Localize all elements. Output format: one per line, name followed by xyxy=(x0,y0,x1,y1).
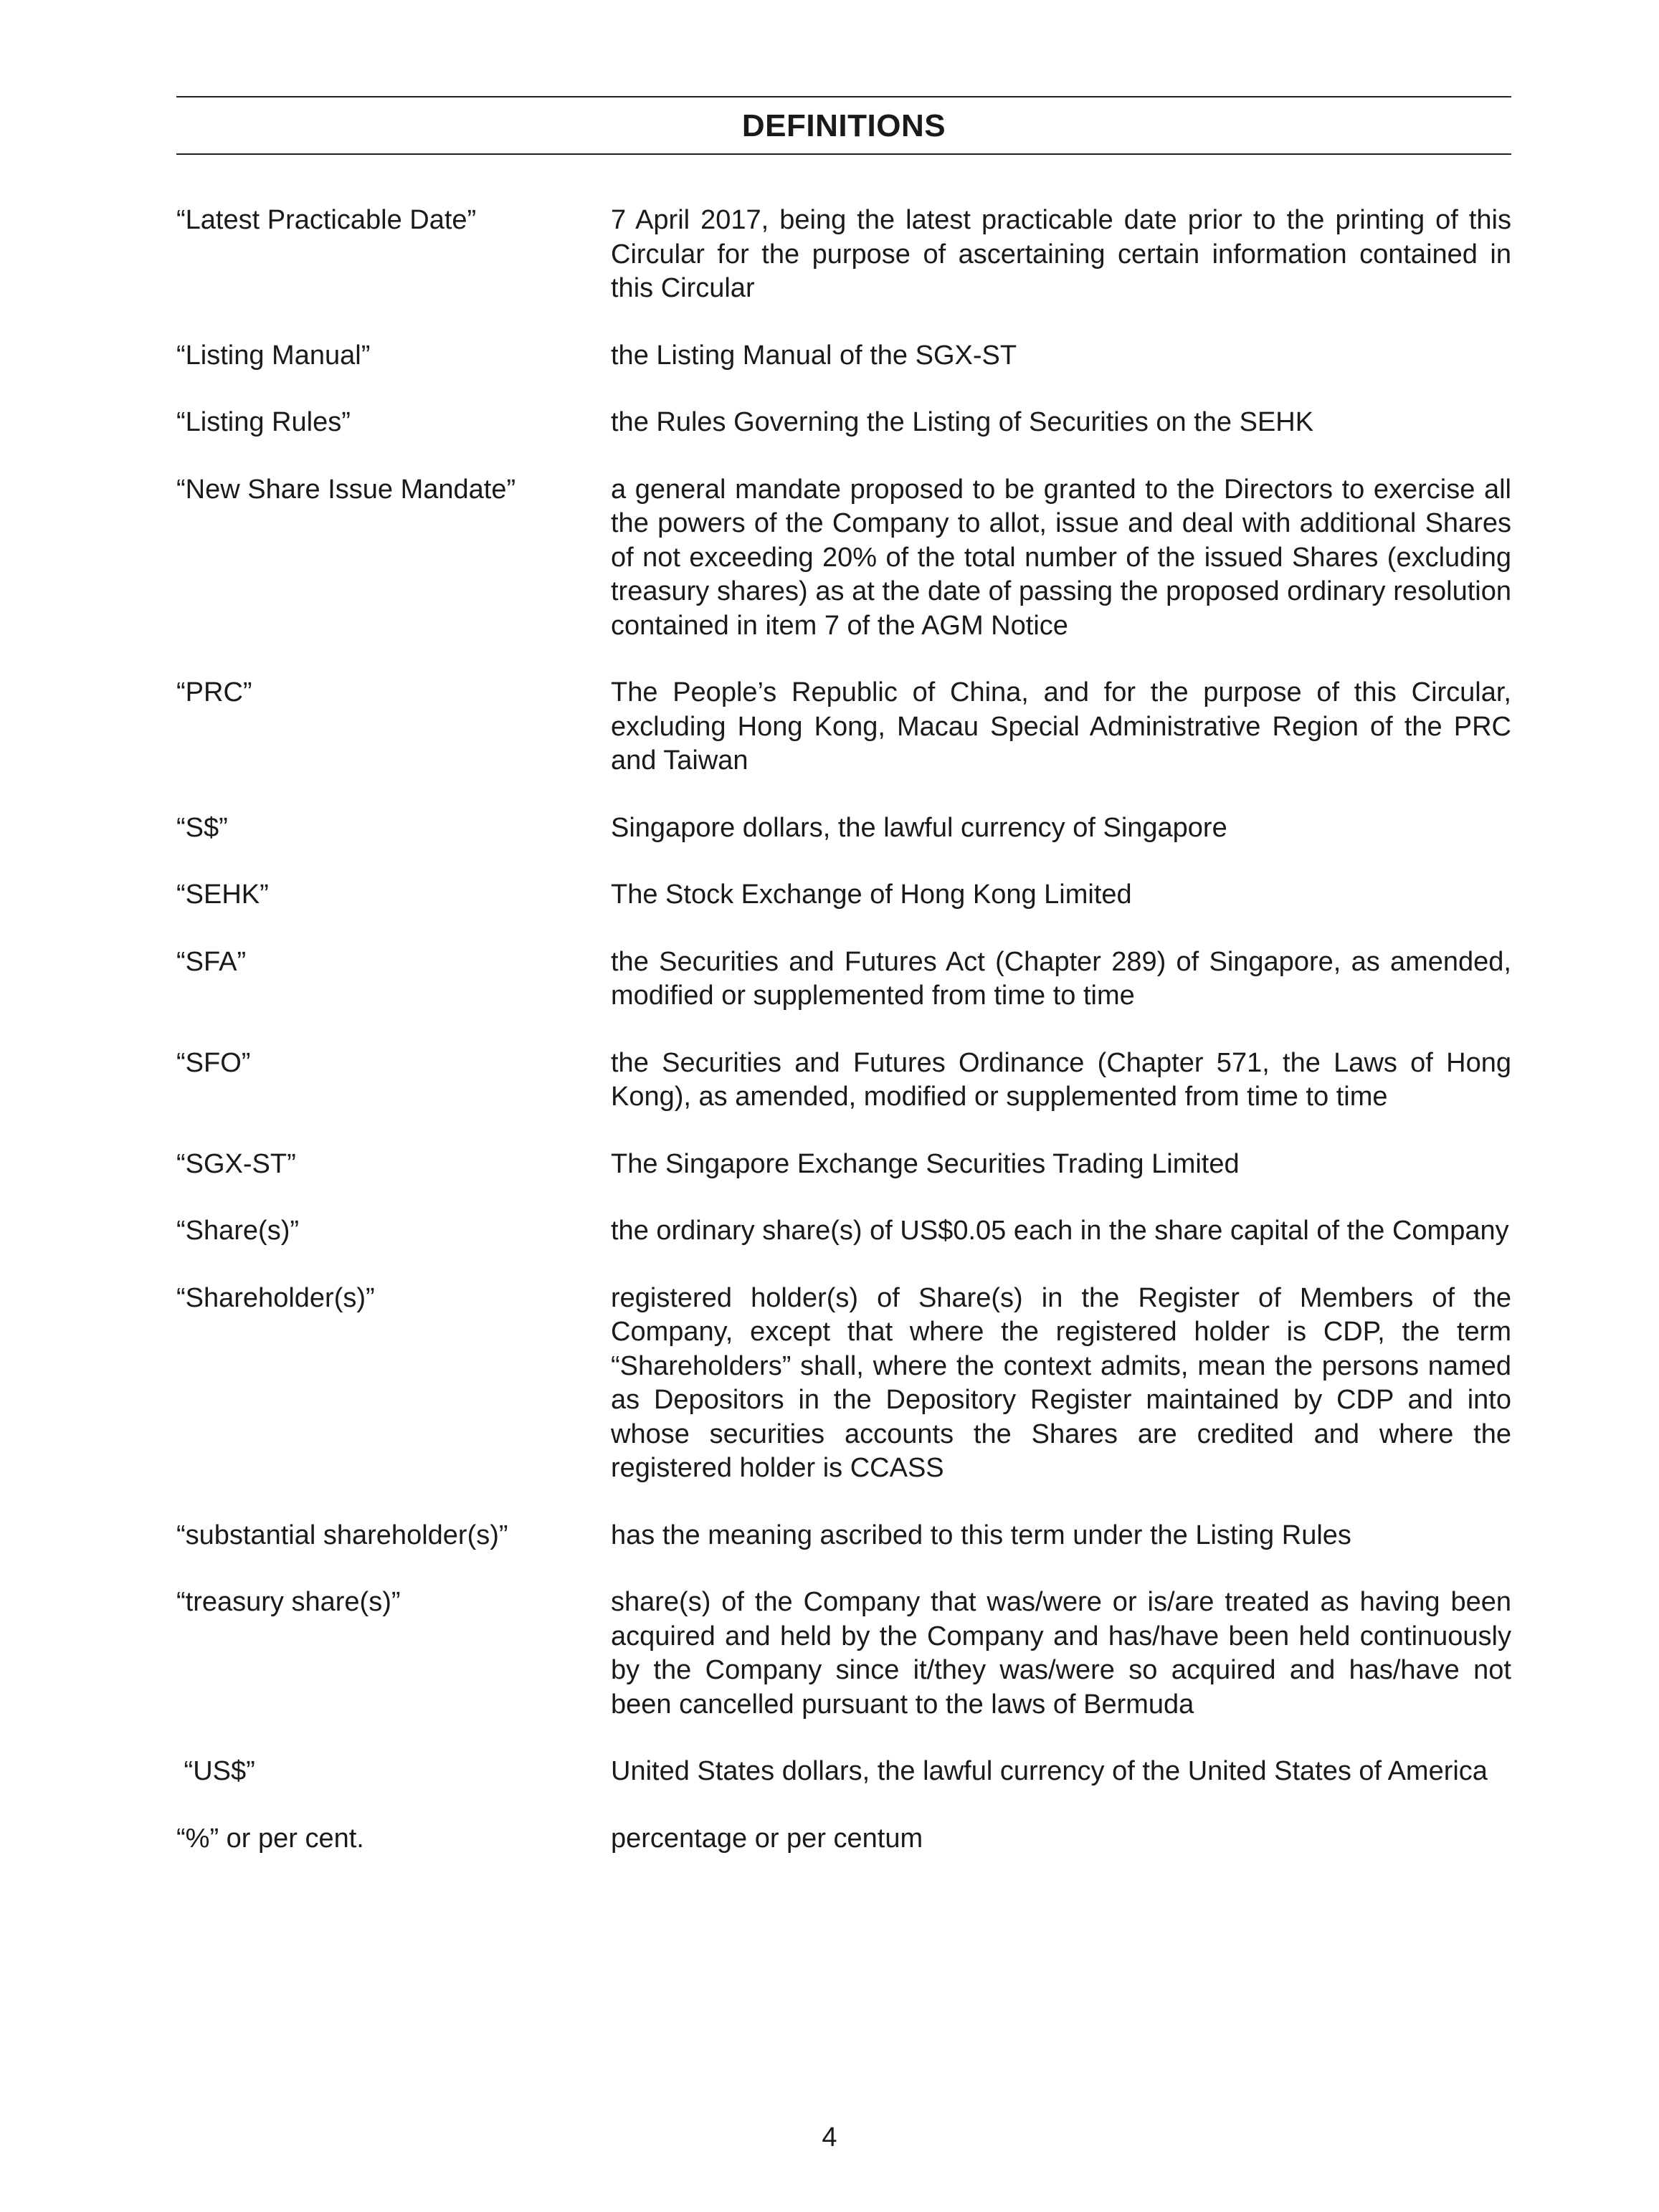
definition-row xyxy=(176,473,1511,644)
definition-term: “SFO” xyxy=(176,1047,251,1078)
definition-term: “Listing Manual” xyxy=(176,340,371,371)
definition-term: “Latest Practicable Date” xyxy=(176,205,477,235)
definition-term: “substantial shareholder(s)” xyxy=(176,1520,508,1550)
definition-meaning: the Listing Manual of the SGX-ST xyxy=(611,340,1017,371)
definition-row xyxy=(176,1519,1511,1553)
definition-row xyxy=(176,811,1511,846)
definition-meaning: 7 April 2017, being the latest practicable date prior to the printing of this Circular for the purpose of ascertaining certain information contained in this Circular xyxy=(611,205,1511,303)
page-number: 4 xyxy=(822,2122,837,2153)
definition-meaning: a general mandate proposed to be granted to the Directors to exercise all the powers of the Company to allot, issue and deal with additional Shares of not exceeding 20% of the total number of the issued Shares (excluding treasury shares) as at the date of passing the proposed ordinary resolution contained in item 7 of the AGM Notice xyxy=(611,474,1511,641)
definition-term: “%” or per cent. xyxy=(176,1823,364,1854)
definition-term: “Shareholder(s)” xyxy=(176,1282,375,1313)
definition-meaning: has the meaning ascribed to this term under the Listing Rules xyxy=(611,1520,1351,1550)
header-bottom-rule xyxy=(176,153,1511,155)
definition-row xyxy=(176,878,1511,912)
definition-meaning: the ordinary share(s) of US$0.05 each in the share capital of the Company xyxy=(611,1216,1509,1246)
header-top-rule xyxy=(176,96,1511,97)
definition-row xyxy=(176,1755,1511,1789)
definition-row xyxy=(176,1047,1511,1115)
definition-meaning: share(s) of the Company that was/were or is/are treated as having been acquired and held by the Company and has/have been held continuously by the Company since it/they was/were so acquired and has/have not been cancelled pursuant to the laws of Bermuda xyxy=(611,1587,1511,1720)
definition-term: “Listing Rules” xyxy=(176,407,351,437)
definition-term: “PRC” xyxy=(176,677,252,707)
definition-meaning: the Securities and Futures Ordinance (Chapter 571, the Laws of Hong Kong), as amended, modified or supplemented from time to time xyxy=(611,1047,1511,1112)
definition-term: “S$” xyxy=(176,812,228,843)
definition-term: “SEHK” xyxy=(176,879,269,910)
definition-meaning: The Stock Exchange of Hong Kong Limited xyxy=(611,879,1132,910)
definition-row xyxy=(176,1214,1511,1249)
definition-row xyxy=(176,339,1511,373)
definition-meaning: percentage or per centum xyxy=(611,1823,923,1854)
definition-term: “treasury share(s)” xyxy=(176,1587,401,1617)
definition-term: “Share(s)” xyxy=(176,1216,300,1246)
definitions-list xyxy=(176,204,1511,1856)
definition-row xyxy=(176,204,1511,306)
definition-row xyxy=(176,676,1511,778)
definition-row xyxy=(176,406,1511,440)
definition-row xyxy=(176,1282,1511,1486)
page-title: DEFINITIONS xyxy=(741,108,946,143)
definition-row xyxy=(176,1148,1511,1182)
definition-term: “New Share Issue Mandate” xyxy=(176,474,516,505)
definition-meaning: The Singapore Exchange Securities Trading Limited xyxy=(611,1148,1240,1179)
definition-meaning: The People’s Republic of China, and for the purpose of this Circular, excluding Hong Kong, Macau Special Administrative Region of the PRC and Taiwan xyxy=(611,677,1511,776)
definition-term: “US$” xyxy=(176,1756,255,1786)
definition-meaning: United States dollars, the lawful currency of the United States of America xyxy=(611,1756,1488,1786)
definition-meaning: registered holder(s) of Share(s) in the Register of Members of the Company, except that where the registered holder is CDP, the term “Shareholders” shall, where the context admits, mean the persons named as Depositors in the Depository Register maintained by CDP and into whose securities accounts the Shares are credited and where the registered holder is CCASS xyxy=(611,1282,1511,1483)
definition-term: “SGX-ST” xyxy=(176,1148,296,1179)
definition-meaning: the Securities and Futures Act (Chapter 289) of Singapore, as amended, modified or supplemented from time to time xyxy=(611,946,1511,1011)
definition-row xyxy=(176,1586,1511,1722)
definition-term: “SFA” xyxy=(176,946,247,977)
definition-row xyxy=(176,945,1511,1014)
definition-meaning: the Rules Governing the Listing of Securities on the SEHK xyxy=(611,407,1314,437)
definition-meaning: Singapore dollars, the lawful currency of Singapore xyxy=(611,812,1227,843)
definition-row xyxy=(176,1822,1511,1856)
